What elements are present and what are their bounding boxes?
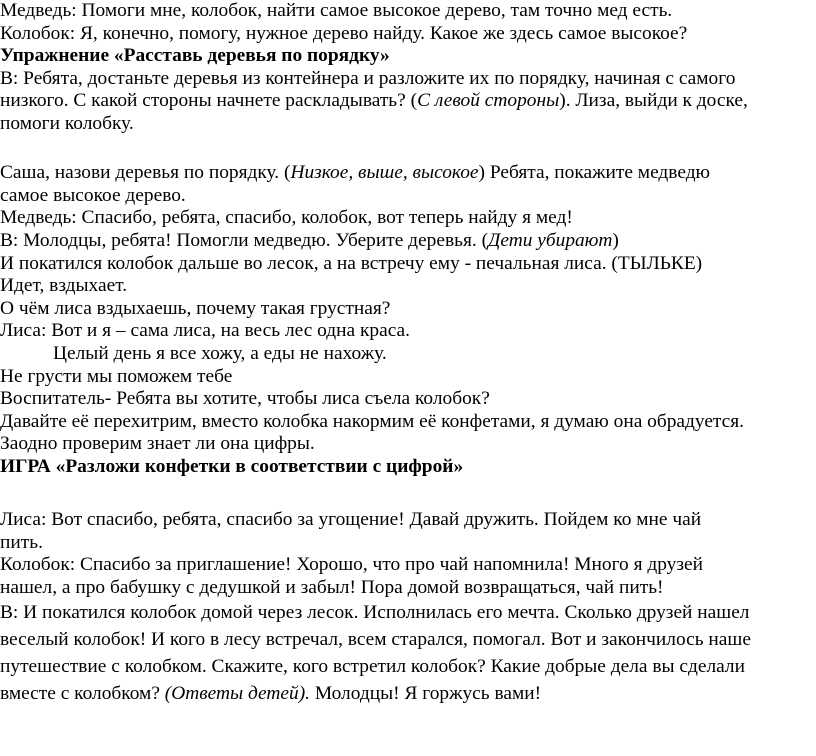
italic-segment: (Ответы детей). — [164, 683, 311, 705]
text-line-indented: Целый день я все хожу, а еды не нахожу. — [53, 342, 387, 364]
italic-segment: Низкое, выше, высокое — [290, 162, 479, 184]
text-line: В: И покатился колобок домой через лесок. Исполнилась его мечта. Сколько друзей нашел — [0, 602, 750, 624]
section-heading-game: ИГРА «Разложи конфетки в соответствии с цифрой» — [0, 455, 464, 477]
text-line: Воспитатель- Ребята вы хотите, чтобы лиса съела колобок? — [0, 388, 490, 410]
blank-line — [0, 136, 816, 159]
text-line: Идет, вздыхает. — [0, 275, 128, 297]
text-line: веселый колобок! И кого в лесу встречал, всем старался, помогал. Вот и закончилось наше — [0, 629, 751, 651]
text-line: Лиса: Вот и я – сама лиса, на весь лес одна краса. — [0, 320, 411, 342]
text-segment: В: Молодцы, ребята! Помогли медведю. Уберите деревья. ( — [0, 229, 489, 251]
text-line: Не грусти мы поможем тебе — [0, 365, 233, 387]
text-line — [0, 680, 816, 707]
italic-segment: С левой стороны — [417, 90, 560, 112]
text-segment: ) Ребята, покажите медведю — [478, 162, 711, 184]
text-line: нашел, а про бабушку с дедушкой и забыл! Пора домой возвращаться, чай пить! — [0, 576, 664, 598]
text-line: Медведь: Помоги мне, колобок, найти самое высокое дерево, там точно мед есть. — [0, 0, 673, 21]
text-line — [0, 90, 816, 113]
text-line: Давайте её перехитрим, вместо колобка накормим её конфетами, я думаю она обрадуется. — [0, 410, 745, 432]
text-line: помоги колобку. — [0, 112, 134, 134]
text-line: пить. — [0, 531, 43, 553]
text-line: путешествие с колобком. Скажите, кого встретил колобок? Какие добрые дела вы сделали — [0, 656, 745, 678]
text-segment: ). Лиза, выйди к доске, — [559, 90, 748, 112]
section-heading-exercise: Упражнение «Расставь деревья по порядку» — [0, 45, 390, 67]
text-line: О чём лиса вздыхаешь, почему такая грустная? — [0, 297, 391, 319]
blank-line — [0, 478, 816, 501]
text-segment: Молодцы! Я горжусь вами! — [310, 683, 542, 705]
text-line: И покатился колобок дальше во лесок, а на встречу ему - печальная лиса. (ТЫЛЬКЕ) — [0, 252, 703, 274]
text-line — [0, 230, 816, 253]
text-segment: низкого. С какой стороны начнете раскладывать? ( — [0, 90, 418, 112]
text-line: В: Ребята, достаньте деревья из контейнера и разложите их по порядку, начиная с самого — [0, 67, 736, 89]
text-line: Лиса: Вот спасибо, ребята, спасибо за угощение! Давай дружить. Пойдем ко мне чай — [0, 509, 702, 531]
text-segment: вместе с колобком? — [0, 683, 165, 705]
italic-segment: Дети убирают — [488, 229, 613, 251]
text-line: Заодно проверим знает ли она цифры. — [0, 433, 315, 455]
text-line: Колобок: Спасибо за приглашение! Хорошо, что про чай напомнила! Много я друзей — [0, 554, 704, 576]
text-segment: ) — [612, 229, 619, 251]
text-line — [0, 162, 816, 185]
text-line: Медведь: Спасибо, ребята, спасибо, колобок, вот теперь найду я мед! — [0, 207, 573, 229]
text-segment: Саша, назови деревья по порядку. ( — [0, 162, 291, 184]
text-line: самое высокое дерево. — [0, 184, 186, 206]
text-line: Колобок: Я, конечно, помогу, нужное дерево найду. Какое же здесь самое высокое? — [0, 22, 688, 44]
